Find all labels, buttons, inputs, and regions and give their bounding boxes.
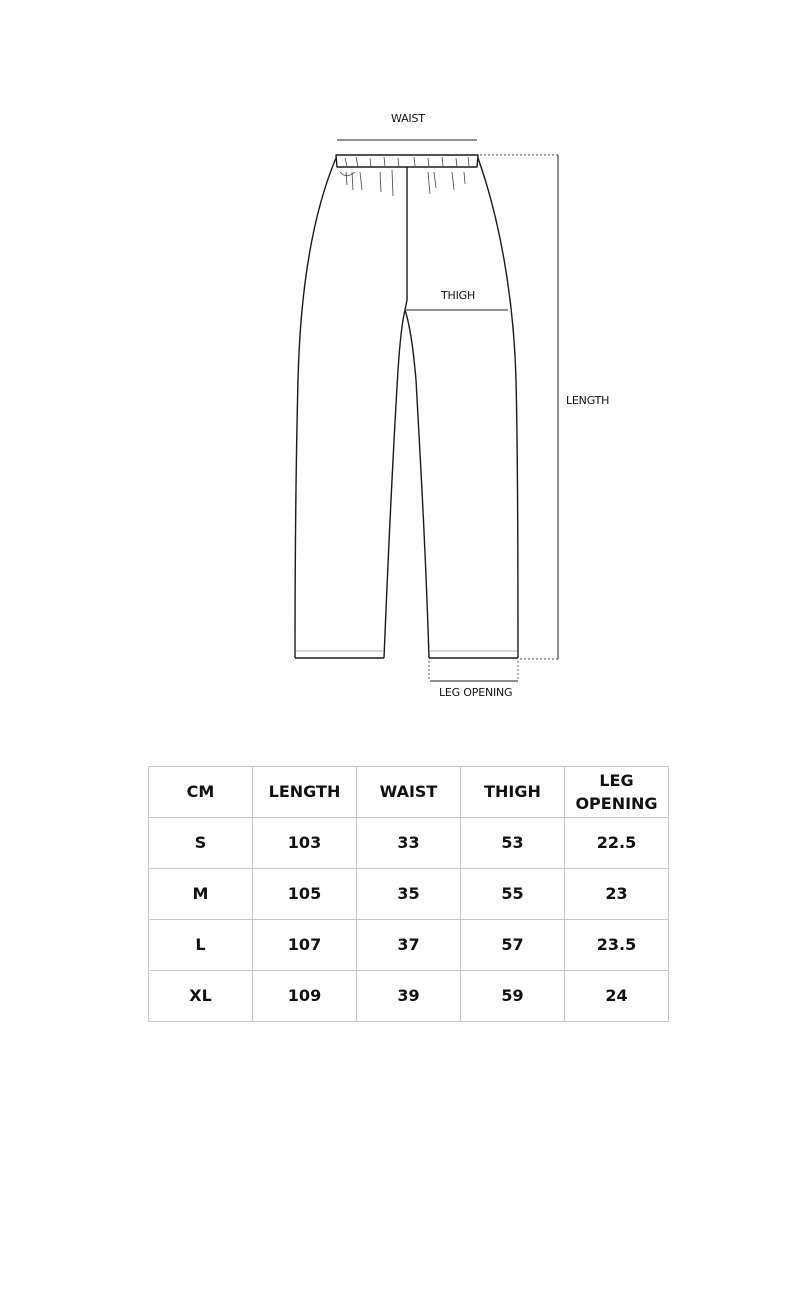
header-leg-opening: LEG OPENING xyxy=(565,767,669,818)
length-dimension xyxy=(480,155,558,659)
waist-label: WAIST xyxy=(391,112,425,125)
table-row xyxy=(149,971,669,1022)
waistband-gathers xyxy=(340,157,469,196)
size-chart-table xyxy=(148,766,669,1022)
table-row xyxy=(149,869,669,920)
leg-opening-cell: 23.5 xyxy=(565,920,669,971)
leg-opening-dimension xyxy=(429,661,518,681)
table-header-row xyxy=(149,767,669,818)
size-cell: M xyxy=(149,869,253,920)
size-cell: L xyxy=(149,920,253,971)
table-row xyxy=(149,920,669,971)
length-cell: 105 xyxy=(253,869,357,920)
length-cell: 107 xyxy=(253,920,357,971)
thigh-cell: 55 xyxy=(461,869,565,920)
thigh-label: THIGH xyxy=(441,289,476,302)
thigh-cell: 59 xyxy=(461,971,565,1022)
table-row xyxy=(149,818,669,869)
leg-opening-label: LEG OPENING xyxy=(439,686,513,699)
length-cell: 109 xyxy=(253,971,357,1022)
length-label: LENGTH xyxy=(566,394,610,407)
length-cell: 103 xyxy=(253,818,357,869)
pants-outline xyxy=(295,155,518,658)
header-length: LENGTH xyxy=(253,767,357,818)
leg-opening-cell: 22.5 xyxy=(565,818,669,869)
size-cell: XL xyxy=(149,971,253,1022)
header-cm: CM xyxy=(149,767,253,818)
waist-cell: 35 xyxy=(357,869,461,920)
leg-opening-cell: 24 xyxy=(565,971,669,1022)
leg-opening-cell: 23 xyxy=(565,869,669,920)
thigh-cell: 53 xyxy=(461,818,565,869)
header-thigh: THIGH xyxy=(461,767,565,818)
thigh-cell: 57 xyxy=(461,920,565,971)
waist-cell: 39 xyxy=(357,971,461,1022)
size-cell: S xyxy=(149,818,253,869)
waist-cell: 37 xyxy=(357,920,461,971)
header-waist: WAIST xyxy=(357,767,461,818)
waist-cell: 33 xyxy=(357,818,461,869)
